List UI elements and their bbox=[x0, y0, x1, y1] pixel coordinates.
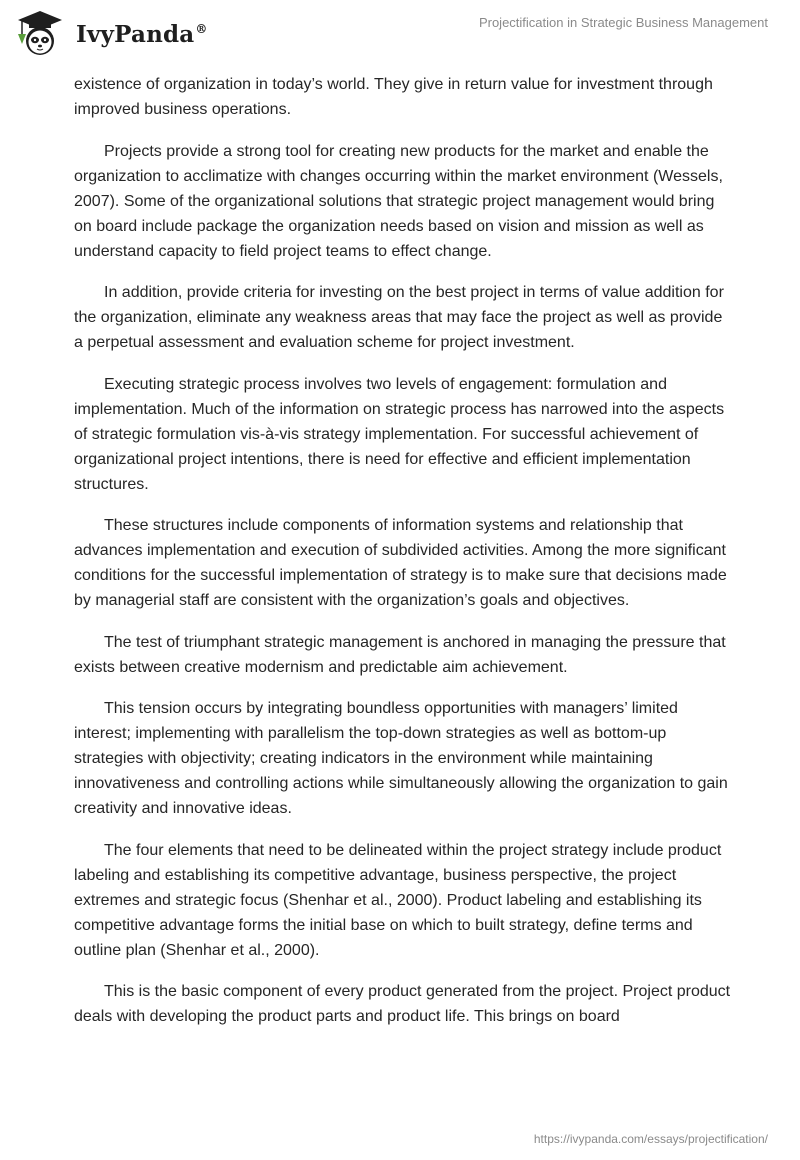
document-title: Projectification in Strategic Business Management bbox=[478, 15, 768, 30]
paragraph: The test of triumphant strategic management is anchored in managing the pressure that exists between creative modernism and predictable aim achievement. bbox=[74, 633, 726, 676]
source-url-link[interactable]: https://ivypanda.com/essays/projectification/ bbox=[533, 1132, 768, 1146]
paragraph: Projects provide a strong tool for creating new products for the market and enable the organization to acclimatize with changes occurring within the market environment (Wessels, 2007). Some of the organizational solutions that strategic project management would bring on board include package the organization needs based on vision and mission as well as understand capacity to field project teams to effect change. bbox=[74, 142, 723, 260]
ivypanda-logo[interactable] bbox=[14, 8, 208, 60]
paragraph-continued: existence of organization in today’s world. They give in return value for investment through improved business operations. bbox=[74, 76, 713, 118]
paragraph: This tension occurs by integrating boundless opportunities with managers’ limited interest; implementing with parallelism the top-down strategies as well as bottom-up strategies with objectivity; creating indicators in the environment while maintaining innovativeness and controlling actions while simultaneously allowing the organization to gain creativity and innovative ideas. bbox=[74, 700, 728, 817]
paragraph: This is the basic component of every product generated from the project. Project product deals with developing the product parts and product life. This brings on board bbox=[74, 983, 731, 1025]
page-header bbox=[0, 0, 800, 70]
paragraph: Executing strategic process involves two levels of engagement: formulation and implementation. Much of the information on strategic process has narrowed into the aspects of strategic formulation vis-à-vis strategy implementation. For successful achievement of organizational project intentions, there is need for effective and efficient implementation structures. bbox=[74, 375, 725, 493]
paragraph: These structures include components of information systems and relationship that advances implementation and execution of subdivided activities. Among the more significant conditions for the successful implementation of strategy is to make sure that decisions made by managerial staff are consistent with the organization’s goals and objectives. bbox=[74, 517, 727, 609]
panda-graduate-logo-icon bbox=[14, 8, 66, 60]
paragraph: In addition, provide criteria for investing on the best project in terms of value addition for the organization, eliminate any weakness areas that may face the project as well as provide a perpetual assessment and evaluation scheme for project investment. bbox=[74, 284, 724, 351]
paragraph: The four elements that need to be delineated within the project strategy include product labeling and establishing its competitive advantage, business perspective, the project extremes and strategic focus (Shenhar et al., 2000). Product labeling and establishing its competitive advantage forms the initial base on which to built strategy, define terms and outline plan (Shenhar et al., 2000). bbox=[74, 841, 722, 959]
essay-body bbox=[74, 72, 734, 1046]
logo-wordmark: IvyPanda® bbox=[76, 20, 208, 48]
